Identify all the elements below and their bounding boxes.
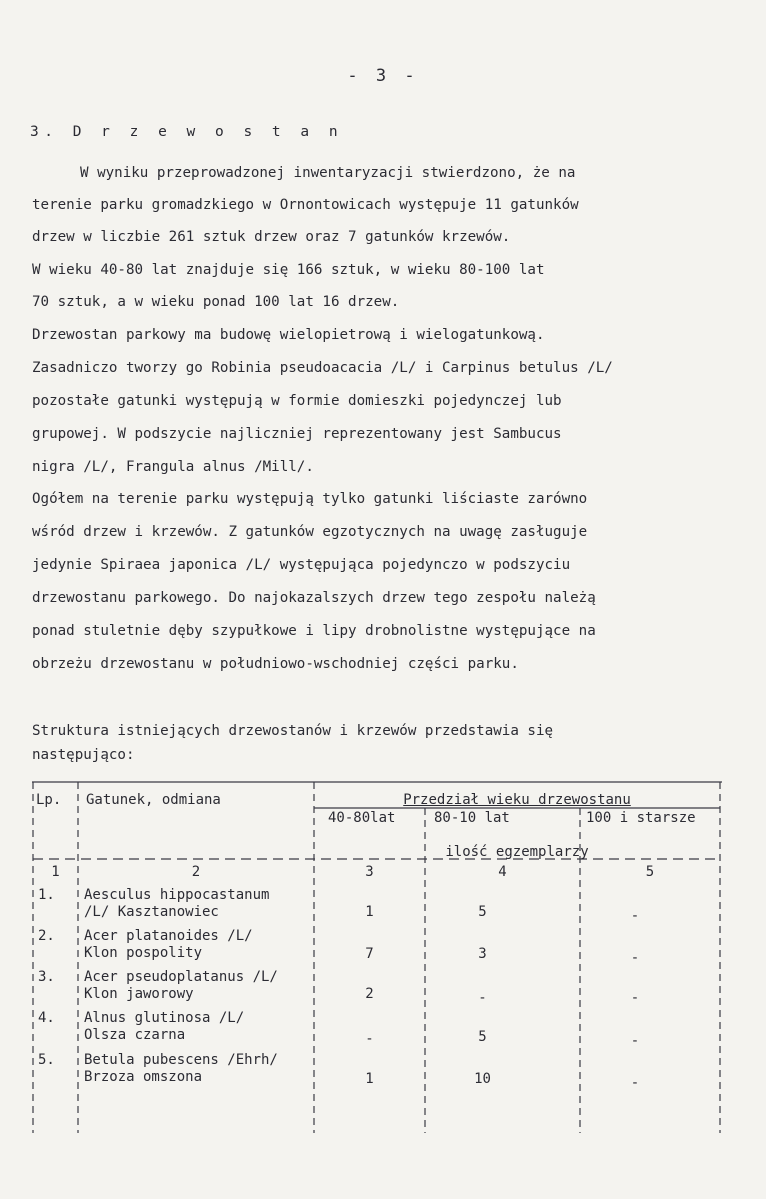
row-count-80-100: 10	[474, 1071, 491, 1087]
row-species-common: Brzoza omszona	[84, 1069, 203, 1085]
paragraph-line: Ogółem na terenie parku występują tylko gatunki liściaste zarówno	[32, 491, 588, 507]
row-count-80-100: 3	[478, 946, 487, 962]
paragraph-line: obrzeżu drzewostanu w południowo-wschodniej części parku.	[32, 656, 519, 672]
row-lp: 3.	[38, 969, 55, 985]
column-number-3: 3	[365, 864, 374, 880]
row-species-latin: Aesculus hippocastanum	[84, 887, 270, 903]
column-number-1: 1	[51, 864, 60, 880]
row-count-100-plus: -	[630, 908, 640, 924]
row-species-latin: Acer platanoides /L/	[84, 928, 253, 944]
paragraph-line: Zasadniczo tworzy go Robinia pseudoacacia /L/ i Carpinus betulus /L/	[32, 360, 613, 376]
paragraph-line: grupowej. W podszycie najliczniej reprezentowany jest Sambucus	[32, 426, 562, 442]
paragraph-line: W wyniku przeprowadzonej inwentaryzacji stwierdzono, że na	[80, 165, 576, 181]
paragraph-line: 70 sztuk, a w wieku ponad 100 lat 16 drzew.	[32, 294, 400, 310]
row-count-100-plus: -	[630, 990, 640, 1006]
row-species-latin: Acer pseudoplatanus /L/	[84, 969, 278, 985]
row-count-80-100: 5	[478, 904, 487, 920]
paragraph-line: nigra /L/, Frangula alnus /Mill/.	[32, 459, 314, 475]
row-species-latin: Betula pubescens /Ehrh/	[84, 1052, 278, 1068]
paragraph-line: terenie parku gromadzkiego w Ornontowicach występuje 11 gatunków	[32, 197, 579, 213]
header-species: Gatunek, odmiana	[86, 792, 221, 808]
header-lp: Lp.	[36, 792, 62, 808]
section-heading: 3. D r z e w o s t a n	[30, 124, 344, 140]
column-number-2: 2	[191, 864, 201, 880]
row-count-40-80: 7	[365, 946, 374, 962]
paragraph-line: W wieku 40-80 lat znajduje się 166 sztuk, w wieku 80-100 lat	[32, 262, 545, 278]
paragraph-line: wśród drzew i krzewów. Z gatunków egzotycznych na uwagę zasługuje	[32, 524, 588, 540]
table-caption-line: Struktura istniejących drzewostanów i krzewów przedstawia się	[32, 723, 554, 739]
row-lp: 4.	[38, 1010, 55, 1026]
header-age-col-1: 40-80lat	[328, 810, 396, 826]
column-number-5: 5	[645, 864, 655, 880]
row-species-latin: Alnus glutinosa /L/	[84, 1010, 245, 1026]
column-number-4: 4	[498, 864, 507, 880]
row-species-common: /L/ Kasztanowiec	[84, 904, 219, 920]
species-table	[30, 778, 724, 1138]
row-count-80-100: -	[478, 990, 487, 1006]
row-count-40-80: 1	[365, 1071, 374, 1087]
row-species-common: Olsza czarna	[84, 1027, 186, 1043]
paragraph-line: drzewostanu parkowego. Do najokazalszych drzew tego zespołu należą	[32, 590, 596, 606]
row-count-40-80: 2	[365, 986, 374, 1002]
page-number: - 3 -	[347, 66, 419, 86]
header-age-col-2: 80-10 lat	[434, 810, 510, 826]
row-species-common: Klon pospolity	[84, 945, 203, 961]
paragraph-line: drzew w liczbie 261 sztuk drzew oraz 7 gatunków krzewów.	[32, 229, 511, 245]
row-count-100-plus: -	[630, 950, 640, 966]
row-count-80-100: 5	[478, 1029, 487, 1045]
paragraph-line: ponad stuletnie dęby szypułkowe i lipy drobnolistne występujące na	[32, 623, 596, 639]
paragraph-line: jedynie Spiraea japonica /L/ występująca pojedynczo w podszyciu	[32, 557, 571, 573]
row-species-common: Klon jaworowy	[84, 986, 194, 1002]
row-count-100-plus: -	[630, 1075, 640, 1091]
row-count-100-plus: -	[630, 1033, 640, 1049]
row-lp: 2.	[38, 928, 55, 944]
row-count-40-80: -	[365, 1031, 374, 1047]
table-caption-line: następująco:	[32, 747, 135, 763]
paragraph-line: Drzewostan parkowy ma budowę wielopietrową i wielogatunkową.	[32, 327, 545, 343]
paragraph-line: pozostałe gatunki występują w formie domieszki pojedynczej lub	[32, 393, 562, 409]
row-count-40-80: 1	[365, 904, 374, 920]
header-count: ilość egzemplarzy	[445, 844, 589, 860]
header-age-col-3: 100 i starsze	[586, 810, 696, 826]
header-age-range: Przedział wieku drzewostanu	[403, 792, 631, 808]
row-lp: 5.	[38, 1052, 55, 1068]
row-lp: 1.	[38, 887, 55, 903]
